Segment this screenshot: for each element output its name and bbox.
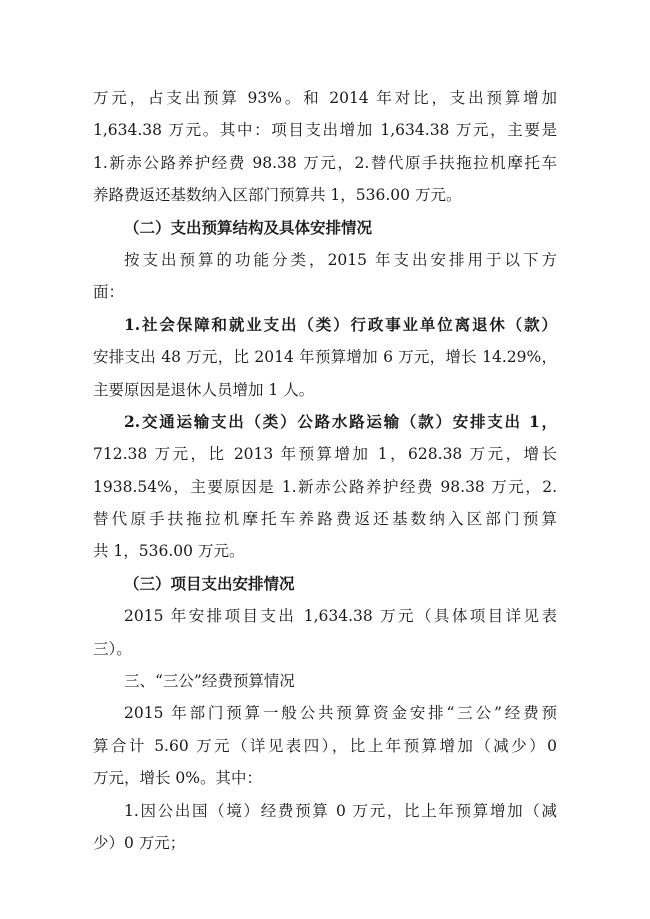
section-heading-line: 2.交通运输支出（类）公路水路运输（款）安排支出 1，	[124, 411, 557, 431]
paragraph-line: 712.38 万元，比 2013 年预算增加 1，628.38 万元，增长	[93, 445, 557, 464]
paragraph-line: 三）。	[93, 639, 132, 658]
paragraph-line: 万元，占支出预算 93%。和 2014 年对比，支出预算增加	[93, 89, 557, 107]
paragraph-line: 1.因公出国（境）经费预算 0 万元，比上年预算增加（减	[124, 801, 557, 820]
section-heading-line: 1.社会保障和就业支出（类）行政事业单位离退休（款）	[124, 314, 557, 334]
paragraph-line: 1,634.38 万元。其中：项目支出增加 1,634.38 万元，主要是	[93, 121, 557, 140]
paragraph-line: 1938.54%，主要原因是 1.新赤公路养护经费 98.38 万元，2.	[93, 477, 557, 496]
paragraph-line: 三、“三公”经费预算情况	[124, 672, 295, 691]
section-heading-line: （三）项目支出安排情况	[124, 573, 295, 593]
paragraph-line: 1.新赤公路养护经费 98.38 万元，2.替代原手扶拖拉机摩托车	[93, 153, 557, 172]
paragraph-line: 养路费返还基数纳入区部门预算共 1，536.00 万元。	[93, 186, 462, 205]
paragraph-line: 按支出预算的功能分类，2015 年支出安排用于以下方	[124, 250, 557, 269]
paragraph-line: 少）0 万元；	[93, 833, 186, 852]
paragraph-line: 共 1，536.00 万元。	[93, 542, 245, 561]
paragraph-line: 万元，增长 0%。其中：	[93, 769, 263, 788]
paragraph-line: 2015 年安排项目支出 1,634.38 万元（具体项目详见表	[124, 607, 557, 626]
paragraph-line: 替代原手扶拖拉机摩托车养路费返还基数纳入区部门预算	[93, 510, 557, 529]
section-heading-line: （二）支出预算结构及具体安排情况	[124, 217, 373, 237]
paragraph-line: 面：	[93, 283, 125, 302]
paragraph-line: 主要原因是退休人员增加 1 人。	[93, 380, 315, 399]
paragraph-line: 算合计 5.60 万元（详见表四），比上年预算增加（减少）0	[93, 736, 557, 755]
body-text	[93, 82, 557, 859]
paragraph-line: 2015 年部门预算一般公共预算资金安排“三公”经费预	[124, 704, 557, 723]
paragraph-line: 安排支出 48 万元，比 2014 年预算增加 6 万元，增长 14.29%，	[93, 348, 557, 367]
